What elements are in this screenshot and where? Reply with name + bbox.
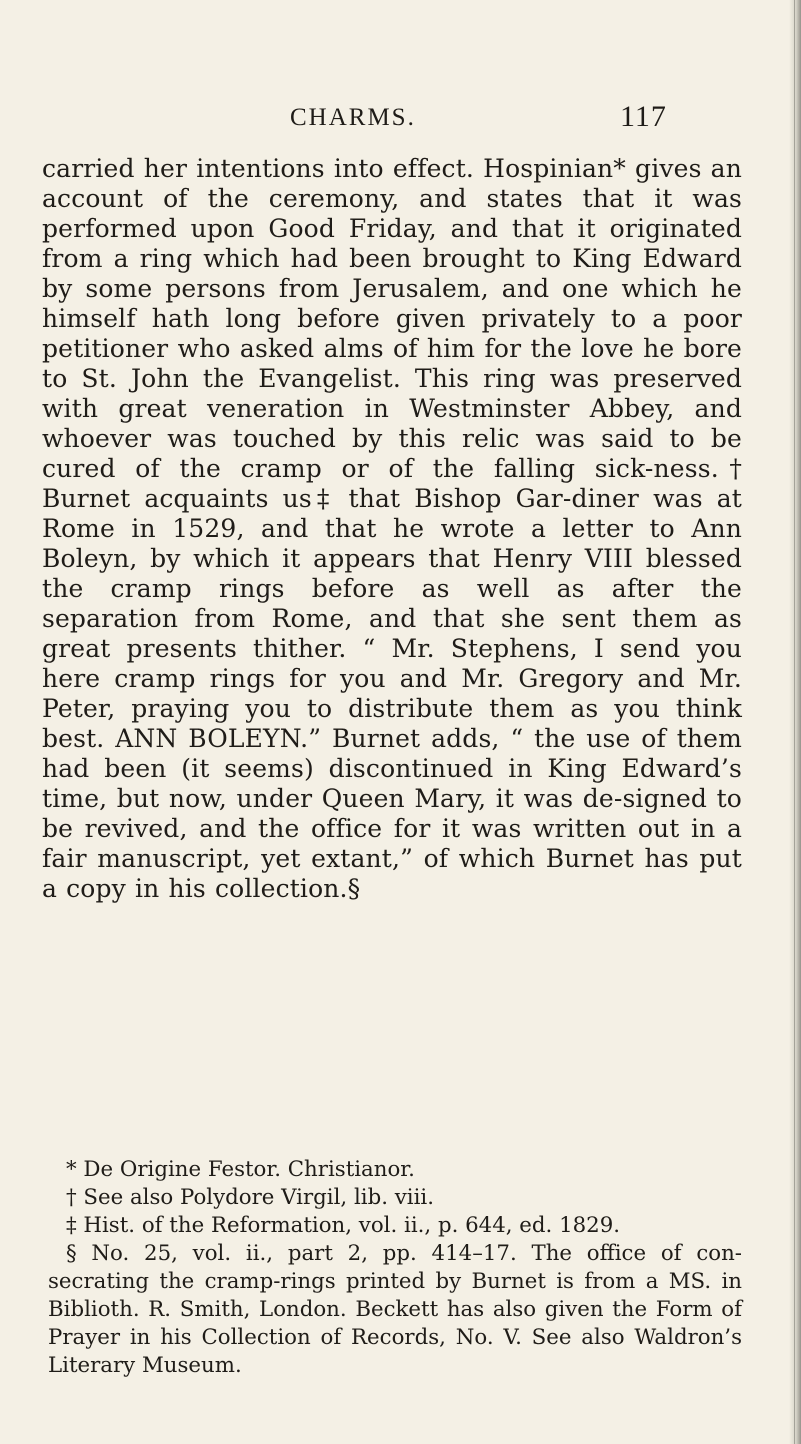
body-paragraph: carried her intentions into effect. Hospinian* gives an account of the ceremony, and states that it was performed upon Good Friday, and that it originated from a ring which had been brought to King Edward by some persons from Jerusalem, and one which he himself hath long before given privately to a poor petitioner who asked alms of him for the love he bore to St. John the Evangelist. This ring was preserved with great veneration in Westminster Abbey, and whoever was touched by this relic was said to be cured of the cramp or of the falling sick-ness.† Burnet acquaints us‡ that Bishop Gar-diner was at Rome in 1529, and that he wrote a letter to Ann Boleyn, by which it appears that Henry VIII blessed the cramp rings before as well as after the separation from Rome, and that she sent them as great presents thither. “ Mr. Stephens, I send you here cramp rings for you and Mr. Gregory and Mr. Peter, praying you to distribute them as you think best. ANN BOLEYN.” Burnet adds, “ the use of them had been (it seems) discontinued in King Edward’s time, but now, under Queen Mary, it was de-signed to be revived, and the office for it was written out in a fair manuscript, yet extant,” of which Burnet has put a copy in his collection.§ xyxy=(42,154,742,903)
running-head: CHARMS. xyxy=(290,104,416,131)
footnote-dagger: † See also Polydore Virgil, lib. viii. xyxy=(66,1185,434,1210)
page-number: 117 xyxy=(620,100,667,133)
footnote-section: § No. 25, vol. ii., part 2, pp. 414–17. The office of con-secrating the cramp-rings printed by Burnet is from a MS. in Biblioth. R. Smith, London. Beckett has also given the Form of Prayer in his Collection of Records, No. V. See also Waldron’s Literary Museum. xyxy=(48,1241,742,1378)
footnotes xyxy=(48,1156,742,1380)
page-header xyxy=(290,100,690,140)
page-edge-shadow xyxy=(789,0,801,1444)
footnote-double-dagger: ‡ Hist. of the Reformation, vol. ii., p. 644, ed. 1829. xyxy=(66,1213,621,1238)
page-edge-line xyxy=(794,0,795,1444)
footnote-asterisk: * De Origine Festor. Christianor. xyxy=(66,1157,415,1182)
